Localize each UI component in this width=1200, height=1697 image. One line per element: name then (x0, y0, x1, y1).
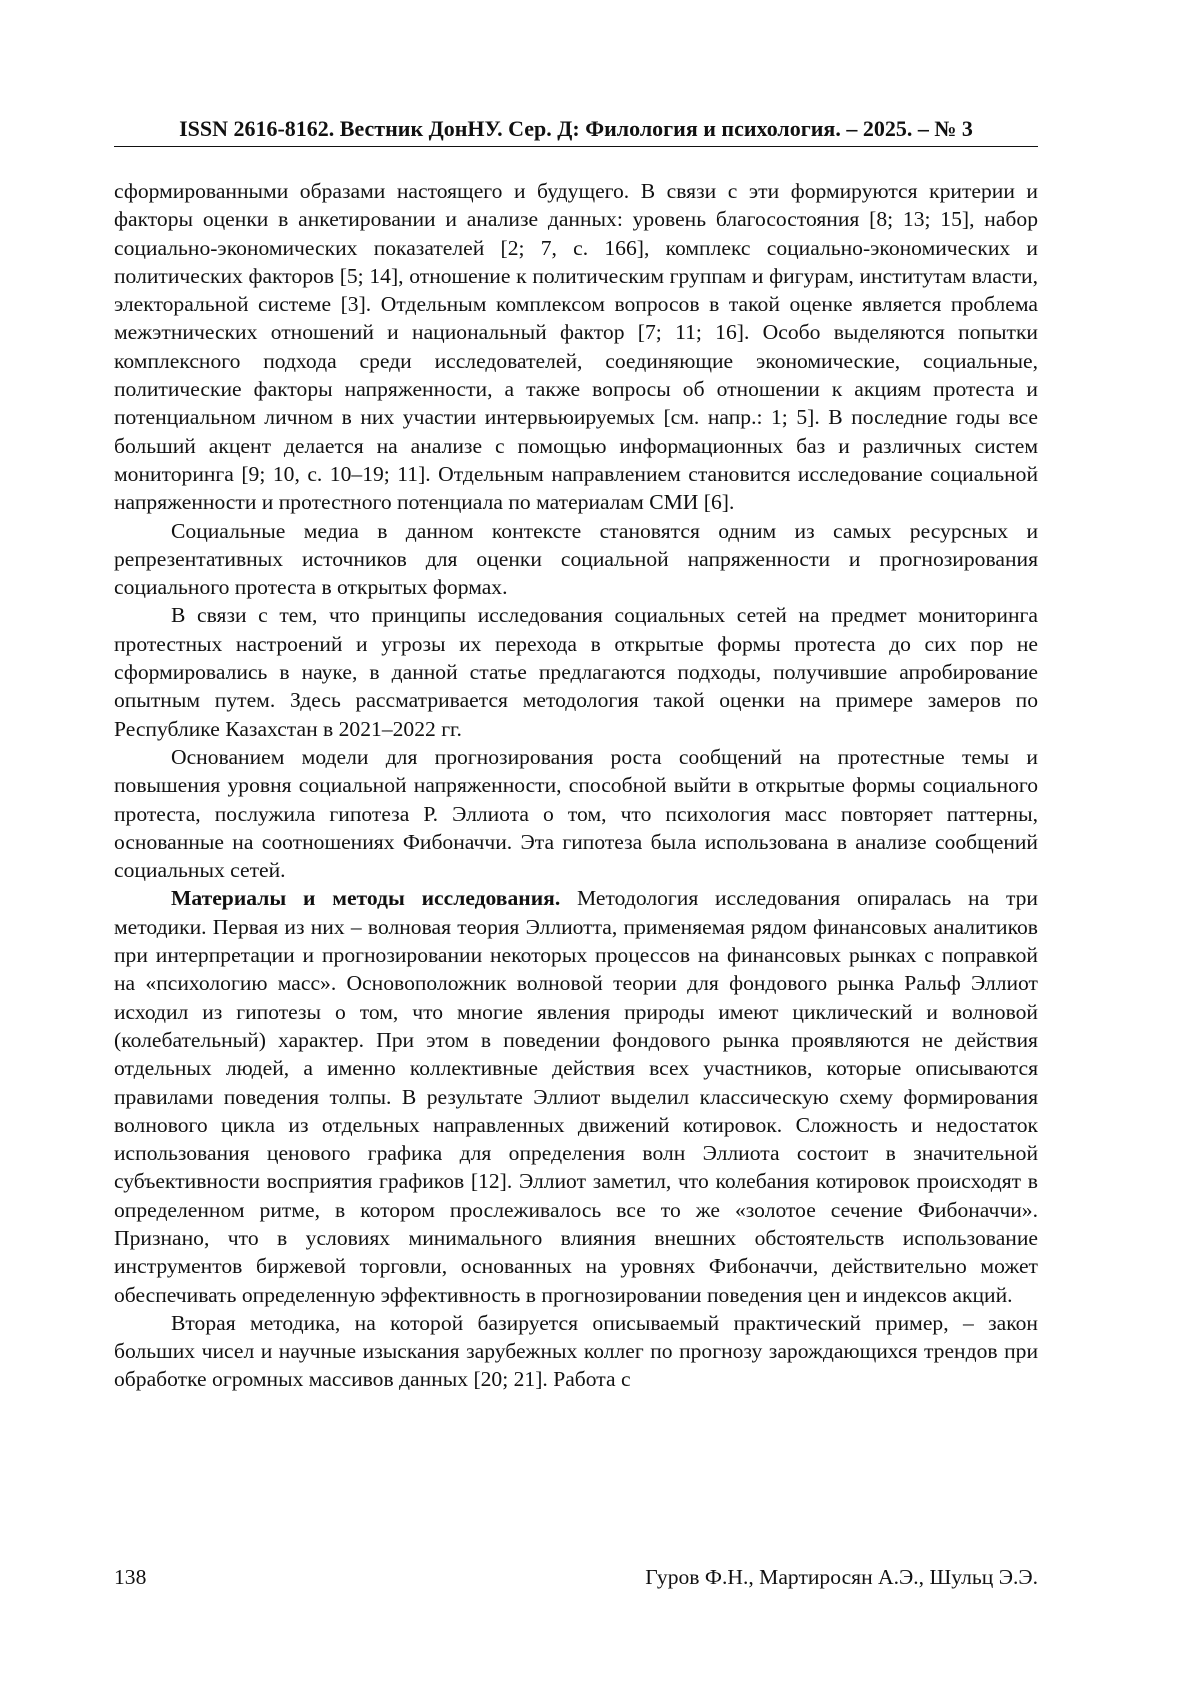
running-header: ISSN 2616-8162. Вестник ДонНУ. Сер. Д: Филология и психология. – 2025. – № 3 (114, 116, 1038, 147)
paragraph-model-basis: Основанием модели для прогнозирования роста сообщений на протестные темы и повышения уровня социальной напряженности, способной выйти в открытые формы социального протеста, послужила гипотеза Р. Эллиота о том, что психология масс повторяет паттерны, основанные на соотношениях Фибоначчи. Эта гипотеза была использована в анализе сообщений социальных сетей. (114, 744, 1038, 883)
materials-methods-text: Методология исследования опиралась на три методики. Первая из них – волновая теория Эллиотта, применяемая рядом финансовых аналитиков при интерпретации и прогнозировании некоторых процессов на финансовых рынках с поправкой на «психологию масс». Основоположник волновой теории для фондового рынка Ральф Эллиот исходил из гипотезы о том, что многие явления природы имеют циклический и волновой (колебательный) характер. При этом в поведении фондового рынка проявляются не действия отдельных людей, а именно коллективные действия всех участников, которые описываются правилами поведения толпы. В результате Эллиот выделил классическую схему формирования волнового цикла из отдельных направленных движений котировок. Сложность и недостаток использования ценового графика для определения волн Эллиота состоит в значительной субъективности восприятия графиков [12]. Эллиот заметил, что колебания котировок происходят в определенном ритме, в котором прослеживалось все то же «золотое сечение Фибоначчи». Признано, что в условиях минимального влияния внешних обстоятельств использование инструментов биржевой торговли, основанных на уровнях Фибоначчи, действительно может обеспечивать определенную эффективность в прогнозировании поведения цен и индексов акций. (114, 886, 1038, 1307)
page-footer (114, 1563, 1038, 1593)
footer-authors: Гуров Ф.Н., Мартиросян А.Э., Шульц Э.Э. (645, 1565, 1038, 1589)
article-body (114, 177, 1038, 1394)
section-heading-materials-methods: Материалы и методы исследования. (171, 886, 561, 911)
paragraph-second-method: Вторая методика, на которой базируется описываемый практический пример, – закон больших чисел и научные изыскания зарубежных коллег по прогнозу зарождающихся трендов при обработке огромных массивов данных [20; 21]. Работа с (114, 1310, 1038, 1392)
paragraph-materials-methods (114, 884, 1038, 1308)
paragraph-continuation: сформированными образами настоящего и будущего. В связи с эти формируются критерии и факторы оценки в анкетировании и анализе данных: уровень благосостояния [8; 13; 15], набор социально-экономических показателей [2; 7, с. 166], комплекс социально-экономических и политических факторов [5; 14], отношение к политическим группам и фигурам, институтам власти, электоральной системе [3]. Отдельным комплексом вопросов в такой оценке является проблема межэтнических отношений и национальный фактор [7; 11; 16]. Особо выделяются попытки комплексного подхода среди исследователей, соединяющие экономические, социальные, политические факторы напряженности, а также вопросы об отношении к акциям протеста и потенциальном личном в них участии интервьюируемых [см. напр.: 1; 5]. В последние годы все больший акцент делается на анализе с помощью информационных баз и различных систем мониторинга [9; 10, с. 10–19; 11]. Отдельным направлением становится исследование социальной напряженности и протестного потенциала по материалам СМИ [6]. (114, 179, 1038, 515)
paragraph-research-principles: В связи с тем, что принципы исследования социальных сетей на предмет мониторинга протестных настроений и угрозы их перехода в открытые формы протеста до сих пор не сформировались в науке, в данной статье предлагаются подходы, получившие апробирование опытным путем. Здесь рассматривается методология такой оценки на примере замеров по Республике Казахстан в 2021–2022 гг. (114, 603, 1038, 741)
page-number: 138 (114, 1565, 147, 1589)
paragraph-social-media: Социальные медиа в данном контексте становятся одним из самых ресурсных и репрезентативных источников для оценки социальной напряженности и прогнозирования социального протеста в открытых формах. (114, 518, 1038, 600)
